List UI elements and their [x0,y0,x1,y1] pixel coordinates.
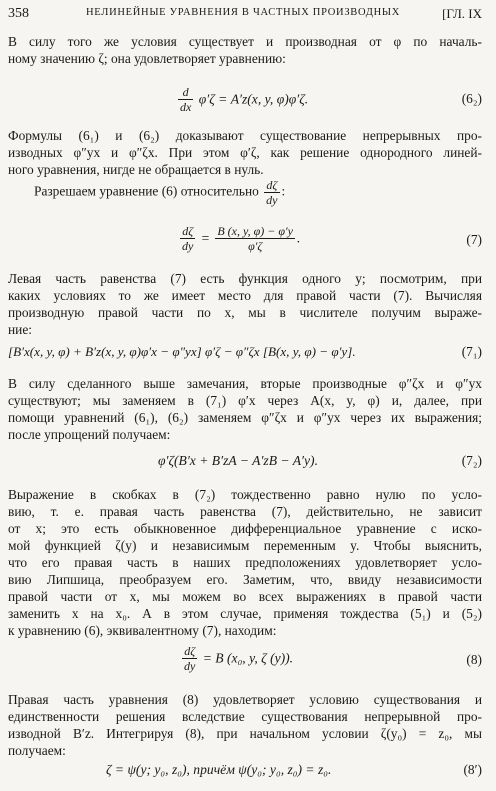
equation-8 [8,640,482,688]
text-line: ного уравнения, нигде не обращается в нуль. [8,162,264,177]
equation-7-1 [8,341,482,365]
text-line: производную правой части по x, мы в числителе получим выраже- [8,305,482,320]
paragraph-6 [8,486,482,639]
equation-number: (8′) [463,762,482,777]
equation-body: ζ = ψ(y; y₀, z₀), причём ψ(y₀; y₀, z₀) = z₀. [106,762,332,777]
paragraph-3 [8,178,482,207]
running-title: НЕЛИНЕЙНЫЕ УРАВНЕНИЯ В ЧАСТНЫХ ПРОИЗВОДНЫХ [86,7,401,18]
text-line: заменить x на x₀. А в этом случае, применяя тождества (5₁) и (5₂) [8,606,482,621]
chapter-label: [ГЛ. IX [442,6,482,21]
text-line: Выражение в скобках в (7₂) тождественно равно нулю по усло- [8,487,482,502]
text-line: что его правая часть в наших предположениях удовлетворяет усло- [8,555,482,570]
paragraph-4 [8,270,482,338]
paragraph-2 [8,127,482,178]
equation-7-2 [8,450,482,474]
rhs-fraction: $\frac{B (x, y, \varphi) - \varphi'y}{\varphi'\zeta}$ [217,224,293,253]
text-line: Разрешаем уравнение (6) относительно $\frac{d\zeta}{dy}$ : [34,178,286,207]
text-line: правой части от x, мы можем во всех выражениях в правой части [8,589,482,604]
text-line: изводной B′z. Интегрируя (8), при начальном условии ζ(y₀) = z₀, мы [8,726,482,741]
text-line: В силу сделанного выше замечания, вторые производные φ″ζx и φ″yx [8,376,482,391]
text-line: от x; это есть обыкновенное дифференциальное уравнение с иско- [8,521,482,536]
equation-number: (7₂) [461,453,482,468]
text-line: изводных φ″yx и φ″ζx. При этом φ′ζ, как решение однородного линей- [8,145,482,160]
equation-7: $\frac{d\zeta}{dy}$ = $\frac{B (x, y, \varphi) - \varphi'y}{\varphi'\zeta}$ . (7) [182,224,482,253]
text-line: существуют; мы заменяем в (7₁) φ′x через A(x, y, φ) и, далее, при [8,393,482,408]
text-line: помощи уравнений (6₁), (6₂) заменяем φ″ζx и φ″yx через их выражения; [8,410,482,425]
text-line: Формулы (6₁) и (6₂) доказывают существование непрерывных про- [8,128,482,143]
paragraph-7 [8,691,482,759]
text-line: единственности решения вследствие существования непрерывной про- [8,709,482,724]
text-line: Левая часть равенства (7) есть функция одного y; посмотрим, при [8,271,482,286]
text-line: после упрощений получаем: [8,427,171,442]
equation-body: = B (x₀, y, ζ (y)). [202,650,294,666]
paragraph-5 [8,375,482,443]
equation-number: (6₂) [461,91,482,106]
equation-8-prime [8,760,482,784]
equation-body: φ′ζ(B′x + B′zA − A′zB − A′y). [158,453,318,468]
text-line: получаем: [8,743,66,758]
running-header [8,3,482,25]
text-line: ние: [8,322,32,337]
equation-body: φ′ζ = A′z(x, y, φ)φ′ζ. [198,91,309,107]
page-number: 358 [8,6,29,21]
text-line: В силу того же условия существует и производная от φ по началь- [8,34,482,49]
text-line: вию Липшица, преобразуем его. Заметим, что, ввиду независимости [8,572,482,587]
equation-number: (7) [466,232,482,247]
equation-body: [B′x(x, y, φ) + B′z(x, y, φ)φ′x − φ″yx] φ′ζ − φ″ζx [B(x, y, φ) − φ′y]. [8,344,356,359]
text-line: вию, т. е. правая часть равенства (7), действительно, не зависит [8,504,482,519]
derivative-fraction: $\frac{d\zeta}{dy}$ [266,178,278,207]
lhs-fraction: $\frac{d\zeta}{dy}$ [184,644,196,673]
text-line: мой функцией ζ(y) и независимым переменным y. Чтобы выяснить, [8,538,482,553]
derivative-fraction: $\frac{d}{dx}$ [180,85,192,114]
text-line: ному значению ζ; она удовлетворяет уравнению: [8,51,286,66]
lhs-fraction: $\frac{d\zeta}{dy}$ [182,224,194,253]
paragraph-1 [8,33,482,67]
text-line: к уравнению (6), эквивалентному (7), находим: [8,623,277,638]
equation-number: (7₁) [461,344,482,359]
text-line: каких условиях то же имеет место для правой части (7). Вычисляя [8,288,482,303]
text-line: Правая часть уравнения (8) удовлетворяет условию существования и [8,692,482,707]
equation-6-2 [8,77,482,125]
equation-number: (8) [466,652,482,667]
